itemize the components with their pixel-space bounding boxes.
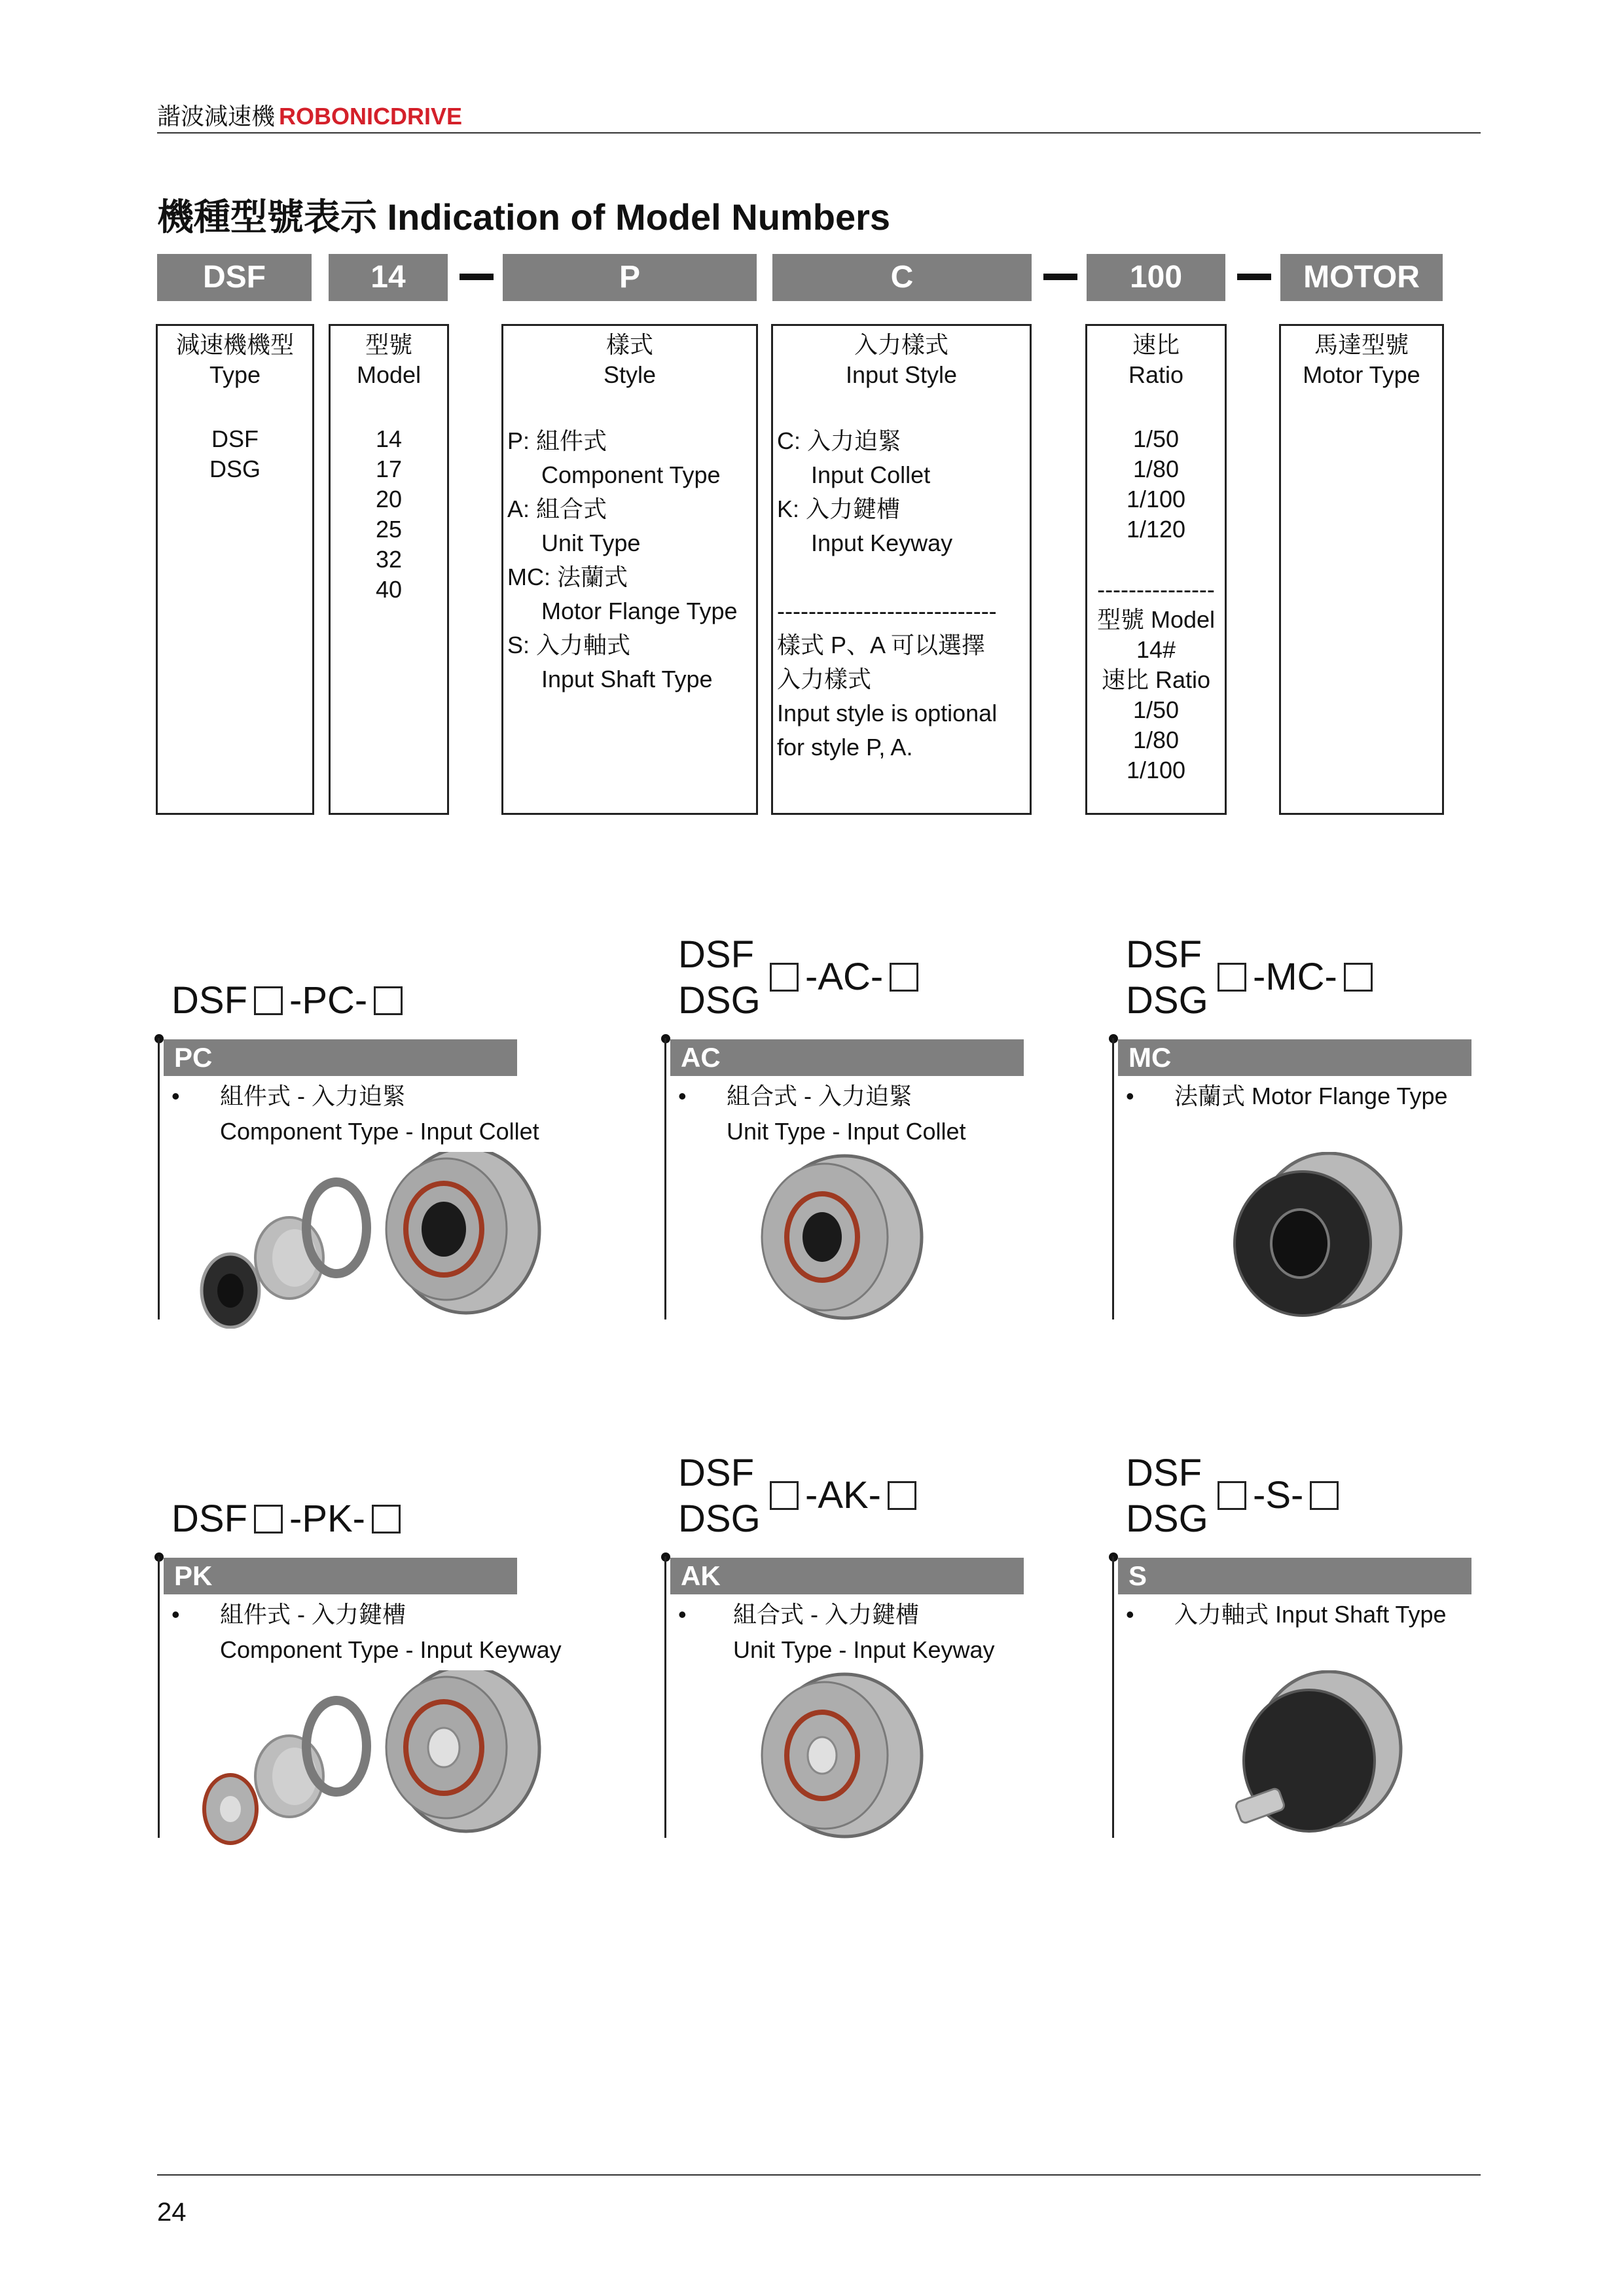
- motor-flange-image: [1218, 1152, 1414, 1329]
- code-dash: [1237, 274, 1271, 280]
- column-heading-en: Input Style: [845, 361, 958, 388]
- brand-logo-text: ROBONICDRIVE: [279, 103, 463, 130]
- variant-description: [1126, 1597, 1447, 1632]
- code-dash: [460, 274, 494, 280]
- blank-box: [890, 963, 918, 992]
- variant-code: [678, 932, 761, 1024]
- variant-desc-zh: 組件式 - 入力迫緊: [220, 1083, 406, 1109]
- ratio-sub-value: 1/80: [1132, 726, 1180, 753]
- ratio-value: 1/120: [1126, 516, 1186, 543]
- variant-mid: -S-: [1253, 1474, 1304, 1516]
- blank-box: [888, 1481, 916, 1510]
- footer-rule: [157, 2174, 1481, 2176]
- input-note: 入力樣式: [777, 666, 872, 692]
- variant-desc-en: Component Type - Input Collet: [220, 1118, 539, 1145]
- column-motor: [1279, 324, 1444, 815]
- separator: ---------------: [1097, 576, 1215, 603]
- column-heading-en: Model: [356, 361, 422, 388]
- column-model: [329, 324, 449, 815]
- variant-prefix-alt: DSG: [1126, 1498, 1208, 1540]
- bullet: •: [171, 1601, 180, 1628]
- code-input-style: C: [772, 254, 1032, 301]
- variant-code: [171, 1496, 407, 1542]
- ratio-sub-value: 1/100: [1126, 757, 1186, 783]
- blank-box: [372, 1505, 401, 1534]
- column-heading-zh: 馬達型號: [1314, 331, 1409, 358]
- variant-description: [171, 1079, 539, 1149]
- variant-tag: AC: [670, 1039, 1024, 1076]
- column-style: [501, 324, 758, 815]
- model-value: 14: [375, 425, 403, 452]
- section-rule: [1112, 1038, 1114, 1319]
- variant-code: [1126, 932, 1208, 1024]
- model-value: 17: [375, 456, 403, 482]
- variant-prefix-alt: DSG: [1126, 979, 1208, 1022]
- page-number: 24: [157, 2198, 187, 2227]
- blank-box: [374, 986, 403, 1015]
- variant-mid: -PK-: [289, 1498, 365, 1540]
- ratio-sub-heading: 速比 Ratio: [1101, 666, 1211, 693]
- code-dash: [1043, 274, 1077, 280]
- column-heading-zh: 入力樣式: [854, 331, 948, 358]
- column-heading-en: Motor Type: [1303, 361, 1420, 388]
- ratio-value: 1/80: [1132, 456, 1180, 482]
- variant-mid: -AK-: [805, 1474, 881, 1516]
- style-code: MC: 法蘭式: [507, 564, 628, 590]
- component-keyway-exploded-image: [171, 1670, 564, 1847]
- variant-tag: AK: [670, 1558, 1024, 1594]
- type-value: DSF: [211, 425, 259, 452]
- blank-box: [770, 963, 799, 992]
- variant-tag: MC: [1118, 1039, 1471, 1076]
- variant-code-suffix: [763, 954, 925, 1000]
- style-desc: Component Type: [541, 461, 721, 488]
- model-value: 25: [375, 516, 403, 543]
- code-style: P: [503, 254, 757, 301]
- variant-prefix: DSF: [171, 979, 247, 1022]
- model-value: 40: [375, 576, 403, 603]
- style-desc: Unit Type: [541, 529, 641, 556]
- model-value: 32: [375, 546, 403, 573]
- variant-desc-zh: 入力軸式 Input Shaft Type: [1174, 1601, 1447, 1628]
- variant-prefix-alt: DSG: [678, 979, 761, 1022]
- variant-code-suffix: [1211, 954, 1379, 1000]
- variant-prefix: DSF: [678, 933, 754, 976]
- variant-prefix: DSF: [678, 1452, 754, 1494]
- blank-box: [254, 1505, 283, 1534]
- code-model: 14: [329, 254, 448, 301]
- bullet: •: [171, 1083, 180, 1109]
- style-desc: Motor Flange Type: [541, 598, 738, 624]
- variant-desc-en: Component Type - Input Keyway: [220, 1636, 562, 1663]
- column-heading-en: Type: [209, 361, 261, 388]
- variant-desc-zh: 組件式 - 入力鍵槽: [220, 1601, 406, 1628]
- code-motor: MOTOR: [1280, 254, 1443, 301]
- input-code: K: 入力鍵槽: [777, 495, 901, 522]
- variant-code: [678, 1450, 761, 1542]
- variant-desc-en: Unit Type - Input Keyway: [733, 1636, 995, 1663]
- header-zh: 諧波減速機: [157, 103, 276, 130]
- style-code: A: 組合式: [507, 495, 607, 522]
- input-desc: Input Keyway: [811, 529, 953, 556]
- variant-mid: -PC-: [289, 979, 368, 1022]
- column-ratio: [1085, 324, 1227, 815]
- column-heading-zh: 樣式: [605, 331, 653, 358]
- variant-desc-zh: 組合式 - 入力迫緊: [727, 1083, 912, 1109]
- style-desc: Input Shaft Type: [541, 666, 713, 692]
- section-rule: [664, 1556, 666, 1838]
- variant-tag: S: [1118, 1558, 1471, 1594]
- variant-desc-zh: 法蘭式 Motor Flange Type: [1174, 1083, 1448, 1109]
- component-collet-exploded-image: [171, 1152, 564, 1329]
- column-heading-en: Style: [603, 361, 657, 388]
- bullet: •: [1126, 1083, 1134, 1109]
- style-code: P: 組件式: [507, 427, 607, 454]
- blank-box: [254, 986, 283, 1015]
- ratio-value: 1/100: [1126, 486, 1186, 512]
- variant-description: [678, 1597, 995, 1668]
- variant-prefix: DSF: [1126, 1452, 1202, 1494]
- section-rule: [664, 1038, 666, 1319]
- header-rule: [157, 132, 1481, 134]
- section-rule: [158, 1038, 160, 1319]
- column-heading-en: Ratio: [1128, 361, 1184, 388]
- page-title: 機種型號表示 Indication of Model Numbers: [157, 196, 891, 238]
- column-heading-zh: 速比: [1132, 331, 1180, 358]
- bullet: •: [678, 1601, 687, 1628]
- column-type: [156, 324, 314, 815]
- variant-mid: -MC-: [1253, 956, 1337, 998]
- column-input-style: [771, 324, 1032, 815]
- variant-code: [1126, 1450, 1208, 1542]
- variant-mid: -AC-: [805, 956, 884, 998]
- input-shaft-image: [1218, 1670, 1414, 1847]
- running-header: [157, 98, 462, 132]
- style-code: S: 入力軸式: [507, 632, 631, 658]
- blank-box: [1218, 1481, 1246, 1510]
- type-value: DSG: [209, 456, 261, 482]
- input-note: 樣式 P、A 可以選擇: [777, 632, 986, 658]
- unit-collet-image: [740, 1152, 936, 1329]
- blank-box: [770, 1481, 799, 1510]
- variant-code-suffix: [763, 1473, 923, 1518]
- section-rule: [1112, 1556, 1114, 1838]
- blank-box: [1344, 963, 1373, 992]
- input-note: for style P, A.: [777, 734, 913, 761]
- variant-code-suffix: [1211, 1473, 1345, 1518]
- variant-prefix: DSF: [171, 1498, 247, 1540]
- variant-desc-en: Unit Type - Input Collet: [727, 1118, 966, 1145]
- variant-desc-zh: 組合式 - 入力鍵槽: [733, 1601, 919, 1628]
- ratio-sub-value: 1/50: [1132, 696, 1180, 723]
- model-value: 20: [375, 486, 403, 512]
- input-note: Input style is optional: [777, 700, 998, 726]
- input-desc: Input Collet: [811, 461, 931, 488]
- separator: ----------------------------: [777, 598, 997, 624]
- variant-description: [1126, 1079, 1448, 1114]
- variant-description: [678, 1079, 966, 1149]
- input-code: C: 入力迫緊: [777, 427, 902, 454]
- code-ratio: 100: [1087, 254, 1225, 301]
- variant-prefix: DSF: [1126, 933, 1202, 976]
- variant-description: [171, 1597, 562, 1668]
- unit-keyway-image: [740, 1670, 936, 1847]
- variant-code: [171, 978, 409, 1024]
- ratio-sub-heading: 型號 Model: [1096, 606, 1216, 633]
- ratio-sub-value: 14#: [1136, 636, 1176, 663]
- bullet: •: [1126, 1601, 1134, 1628]
- variant-prefix-alt: DSG: [678, 1498, 761, 1540]
- variant-tag: PK: [164, 1558, 517, 1594]
- code-type: DSF: [157, 254, 312, 301]
- bullet: •: [678, 1083, 687, 1109]
- section-rule: [158, 1556, 160, 1838]
- ratio-value: 1/50: [1132, 425, 1180, 452]
- column-heading-zh: 型號: [365, 331, 412, 358]
- blank-box: [1218, 963, 1246, 992]
- column-heading-zh: 減速機機型: [175, 331, 294, 358]
- blank-box: [1310, 1481, 1339, 1510]
- variant-tag: PC: [164, 1039, 517, 1076]
